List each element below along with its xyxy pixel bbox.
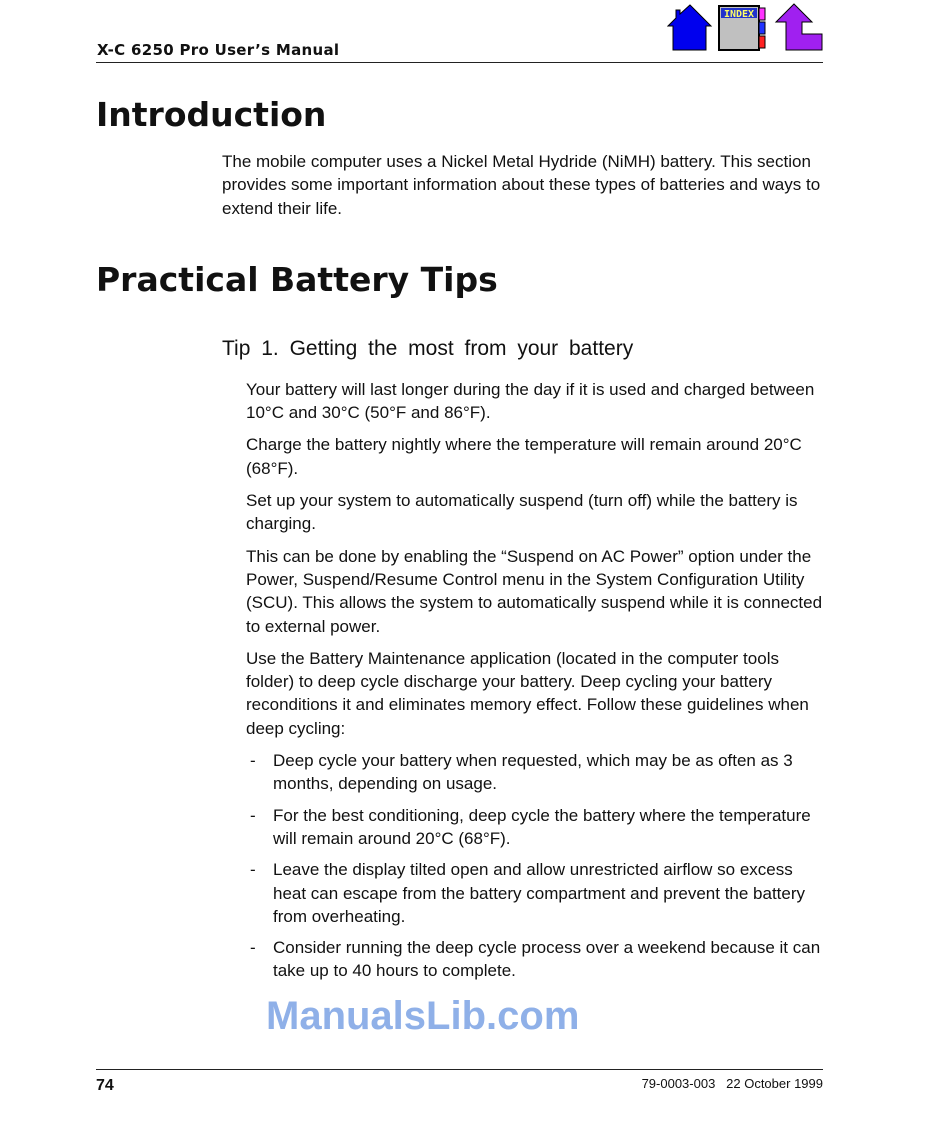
bullet-dash: - [250, 938, 256, 958]
bullet-item [246, 858, 826, 928]
bullet-text: Consider running the deep cycle process over a weekend because it can take up to 40 hours to complete. [273, 938, 821, 981]
tip-paragraph: Use the Battery Maintenance application (located in the computer tools folder) to deep cycle discharge your battery. Deep cycling your battery reconditions it and eliminates memory effect. Follow these guidelines when deep cycling: [246, 648, 809, 738]
tip-1-body [246, 378, 826, 1039]
page-number: 74 [96, 1077, 114, 1094]
bullet-dash: - [250, 860, 256, 880]
tip-paragraph: This can be done by enabling the “Suspend on AC Power” option under the Power, Suspend/Resume Control menu in the System Configuration Utility (SCU). This allows the system to automatically suspend while it is connected to external power. [246, 546, 823, 636]
bullet-item [246, 936, 826, 983]
bullet-text: For the best conditioning, deep cycle the battery where the temperature will remain around 20°C (68°F). [273, 805, 811, 848]
manual-title: X-C 6250 Pro User’s Manual [97, 41, 340, 59]
tip-1-title: Tip 1. Getting the most from your battery [222, 336, 634, 360]
index-label: INDEX [723, 9, 755, 20]
footer-divider [96, 1069, 823, 1070]
watermark: ManualsLib.com [266, 993, 580, 1038]
page-content [96, 95, 826, 1039]
tip-paragraph: Set up your system to automatically suspend (turn off) while the battery is charging. [246, 491, 798, 534]
bullet-item [246, 804, 826, 851]
back-arrow-icon[interactable] [774, 2, 824, 52]
intro-text: The mobile computer uses a Nickel Metal Hydride (NiMH) battery. This section provides some important information about these types of batteries and ways to extend their life. [222, 152, 821, 218]
heading-introduction: Introduction [96, 95, 327, 134]
bullet-dash: - [250, 751, 256, 771]
document-id-date: 79-0003-003 22 October 1999 [641, 1076, 823, 1091]
index-icon[interactable] [717, 2, 767, 52]
heading-practical-battery-tips: Practical Battery Tips [96, 259, 498, 299]
tip-paragraph: Your battery will last longer during the day if it is used and charged between 10°C and 30°C (50°F and 86°F). [246, 379, 815, 423]
home-icon[interactable] [667, 2, 713, 52]
header-divider [96, 62, 823, 63]
bullet-text: Leave the display tilted open and allow unrestricted airflow so excess heat can escape from the battery compartment and prevent the battery from overheating. [273, 860, 806, 926]
bullet-item [246, 749, 826, 796]
bullet-text: Deep cycle your battery when requested, which may be as often as 3 months, depending on usage. [273, 751, 793, 794]
tip-paragraph: Charge the battery nightly where the temperature will remain around 20°C (68°F). [246, 435, 802, 478]
bullet-dash: - [250, 805, 256, 825]
